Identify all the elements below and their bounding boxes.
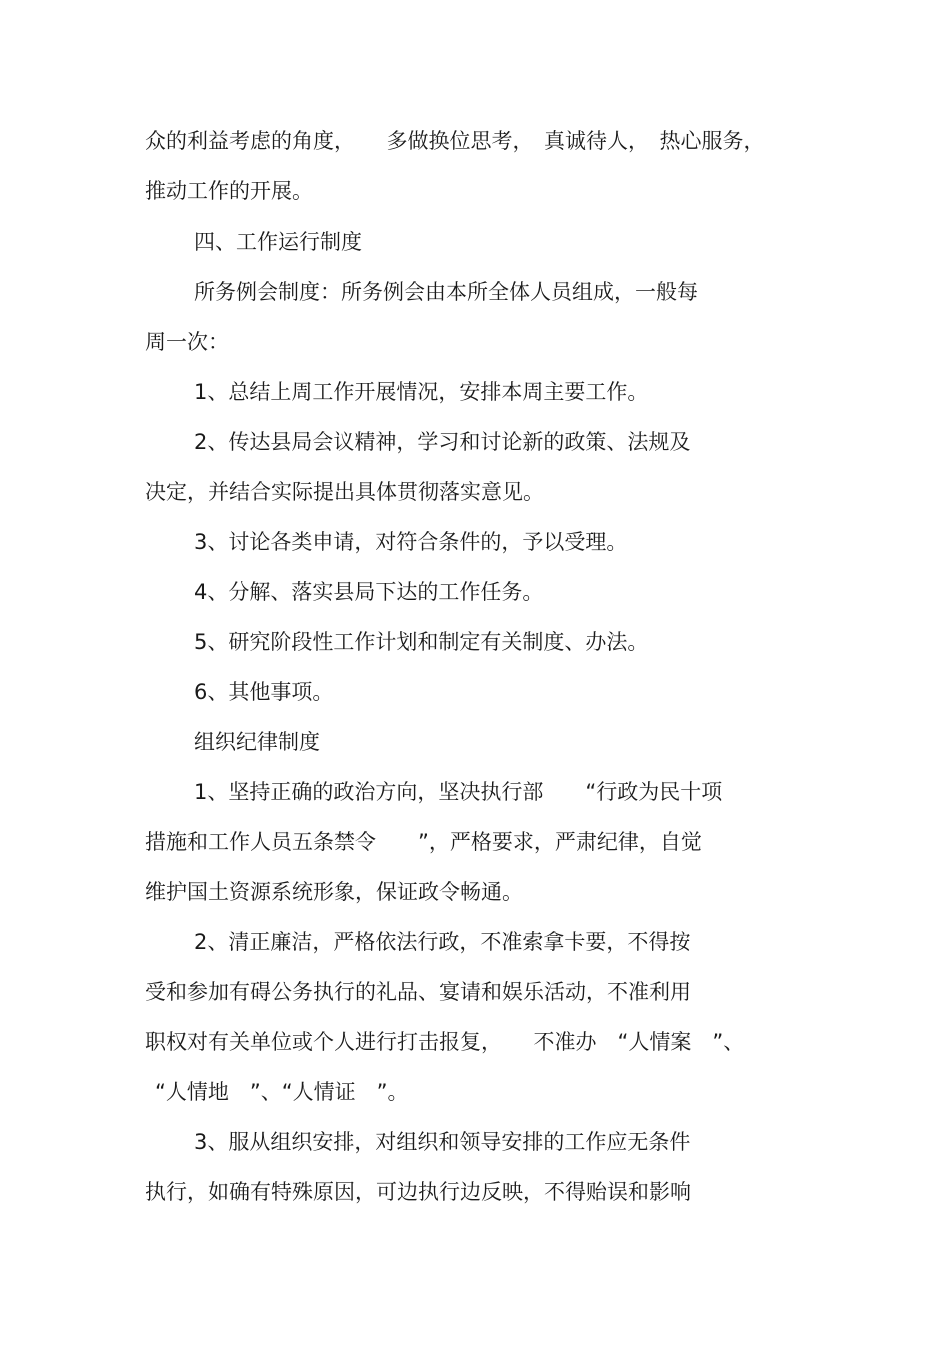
body-text-line: 措施和工作人员五条禁令 ”，严格要求，严肃纪律，自觉: [145, 830, 702, 854]
list-item: 3、讨论各类申请，对符合条件的，予以受理。: [194, 530, 628, 554]
body-text-line: 维护国土资源系统形象，保证政令畅通。: [145, 880, 523, 904]
list-item: 4、分解、落实县局下达的工作任务。: [194, 580, 544, 604]
list-item: 5、研究阶段性工作计划和制定有关制度、办法。: [194, 630, 649, 654]
list-item: 3、服从组织安排，对组织和领导安排的工作应无条件: [194, 1130, 691, 1154]
body-text-line: 职权对有关单位或个人进行打击报复， 不准办 “人情案 ”、: [145, 1030, 745, 1054]
body-text-line: 受和参加有碍公务执行的礼品、宴请和娱乐活动，不准利用: [145, 980, 691, 1004]
body-text-line: “人情地 ”、“人情证 ”。: [155, 1080, 409, 1104]
list-item: 1、总结上周工作开展情况，安排本周主要工作。: [194, 380, 649, 404]
list-item: 1、坚持正确的政治方向，坚决执行部 “行政为民十项: [194, 780, 723, 804]
body-text-line: 决定，并结合实际提出具体贯彻落实意见。: [145, 480, 544, 504]
body-text-line: 众的利益考虑的角度， 多做换位思考， 真诚待人， 热心服务，: [145, 129, 765, 153]
body-text-line: 周一次：: [145, 330, 229, 354]
body-text-line: 执行，如确有特殊原因，可边执行边反映，不得贻误和影响: [145, 1180, 691, 1204]
list-item: 2、清正廉洁，严格依法行政，不准索拿卡要，不得按: [194, 930, 691, 954]
subsection-heading: 组织纪律制度: [194, 730, 320, 754]
list-item: 2、传达县局会议精神，学习和讨论新的政策、法规及: [194, 430, 691, 454]
body-text-line: 推动工作的开展。: [145, 179, 313, 203]
body-text-line: 所务例会制度：所务例会由本所全体人员组成，一般每: [194, 280, 698, 304]
list-item: 6、其他事项。: [194, 680, 334, 704]
section-heading: 四、工作运行制度: [194, 230, 362, 254]
